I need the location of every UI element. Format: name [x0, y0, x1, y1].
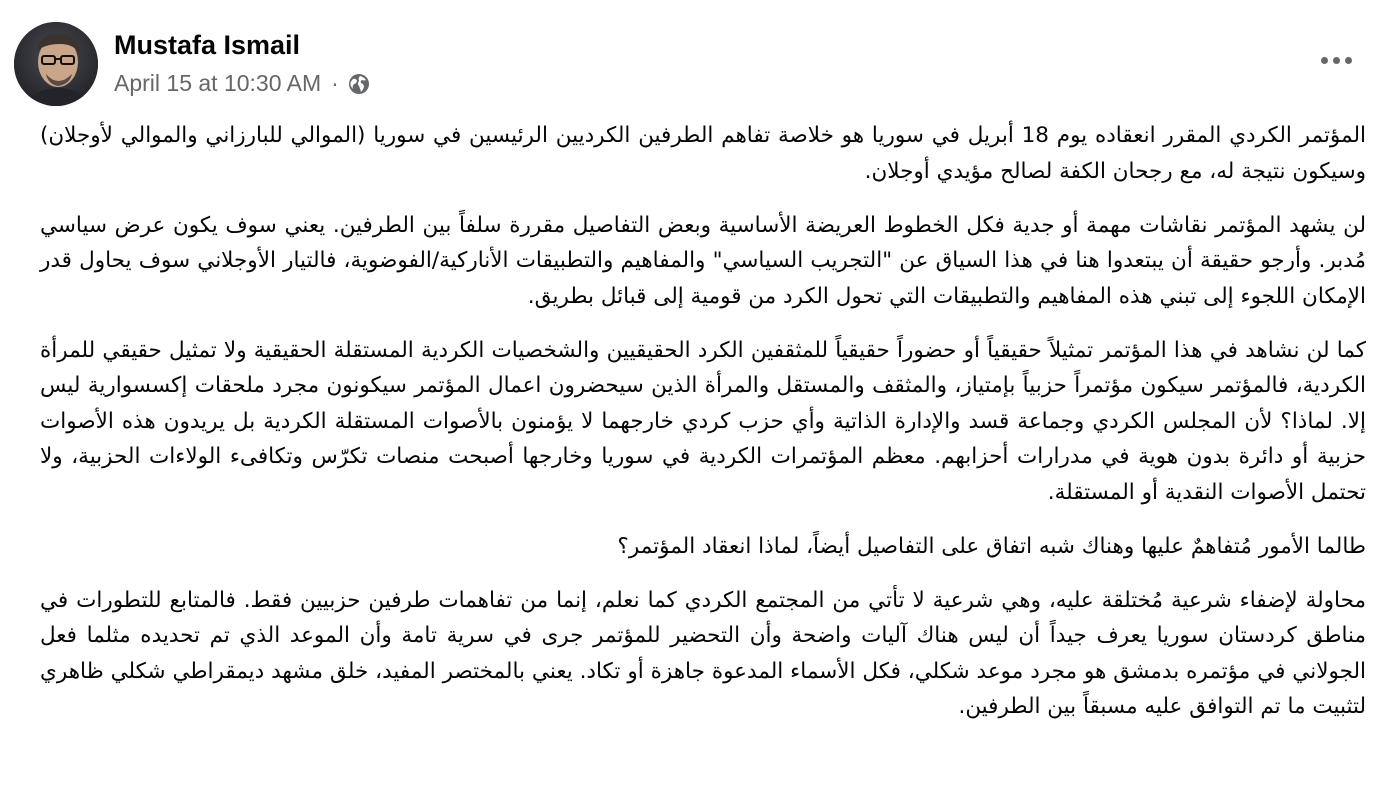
post-meta — [114, 70, 371, 97]
post-paragraph: كما لن نشاهد في هذا المؤتمر تمثيلاً حقيقياً أو حضوراً حقيقياً للمثقفين الكرد الحقيقيين والشخصيات الكردية المستقلة الحقيقية ولا تمثيل حقيقي للمرأة الكردية، فالمؤتمر سيكون مؤتمراً حزبياً بإمتياز، والمثقف والمستقل والمرأة الذين سيحضرون اعمال المؤتمر سيكونون مجرد ملحقات إكسسوارية ليس إلا. لماذا؟ لأن المجلس الكردي وجماعة قسد والإدارة الذاتية وأي حزب كردي خارجهما لا يؤمنون بالأصوات المستقلة الكردية بل يريدون هذه الأصوات حزبية أو دائرة بدون هوية في مدرارات أحزابهم. معظم المؤتمرات الكردية في سوريا وخارجها أصبحت منصات تكرّس وتكافىء الولاءات الحزبية، ولا تحتمل الأصوات النقدية أو المستقلة. — [40, 337, 1366, 505]
more-dot — [1333, 57, 1340, 64]
post-timestamp[interactable]: April 15 at 10:30 AM — [114, 70, 322, 96]
post-body — [40, 118, 1366, 743]
more-options-button[interactable] — [1314, 48, 1358, 72]
post-header — [14, 22, 1362, 108]
post-paragraph: طالما الأمور مُتفاهمٌ عليها وهناك شبه اتفاق على التفاصيل أيضاً، لماذا انعقاد المؤتمر؟ — [617, 533, 1366, 559]
author-name[interactable]: Mustafa Ismail — [114, 30, 301, 60]
post-paragraph: لن يشهد المؤتمر نقاشات مهمة أو جدية فكل الخطوط العريضة الأساسية وبعض التفاصيل مقررة سلفاً بين الطرفين. يعني سوف يكون عرض سياسي مُدبر. وأرجو حقيقة أن يبتعدوا هنا في هذا السياق عن "التجريب السياسي" والمفاهيم والتطبيقات الأناركية/الفوضوية، فالتيار الأوجلاني سوف يحاول قدر الإمكان اللجوء إلى تبني هذه المفاهيم والتطبيقات التي تحول الكرد من قومية إلى قبائل بطريق. — [40, 212, 1366, 309]
more-dot — [1345, 57, 1352, 64]
post-paragraph: المؤتمر الكردي المقرر انعقاده يوم 18 أبريل في سوريا هو خلاصة تفاهم الطرفين الكرديين الرئيسين في سوريا (الموالي للبارزاني والموالي لأوجلان) وسيكون نتيجة له، مع رجحان الكفة لصالح مؤيدي أوجلان. — [40, 123, 1366, 184]
globe-icon[interactable] — [347, 72, 371, 96]
avatar[interactable] — [14, 22, 98, 106]
avatar-image — [14, 22, 98, 106]
post-paragraph: محاولة لإضفاء شرعية مُختلقة عليه، وهي شرعية لا تأتي من المجتمع الكردي كما نعلم، إنما من تفاهمات طرفين حزبيين فقط. فالمتابع للتطورات في مناطق كردستان سوريا يعرف جيداً أن ليس هناك آليات واضحة وأن التحضير للمؤتمر جرى في سرية تامة وأن الموعد الذي تم تحديده مثلما فعل الجولاني في مؤتمره بدمشق هو مجرد موعد شكلي، فكل الأسماء المدعوة جاهزة أو تكاد. يعني بالمختصر المفيد، خلق مشهد ديمقراطي شكلي ظاهري لتثبيت ما تم التوافق عليه مسبقاً بين الطرفين. — [40, 587, 1366, 719]
more-horizontal-icon — [1321, 57, 1328, 64]
meta-separator: · — [331, 70, 339, 96]
